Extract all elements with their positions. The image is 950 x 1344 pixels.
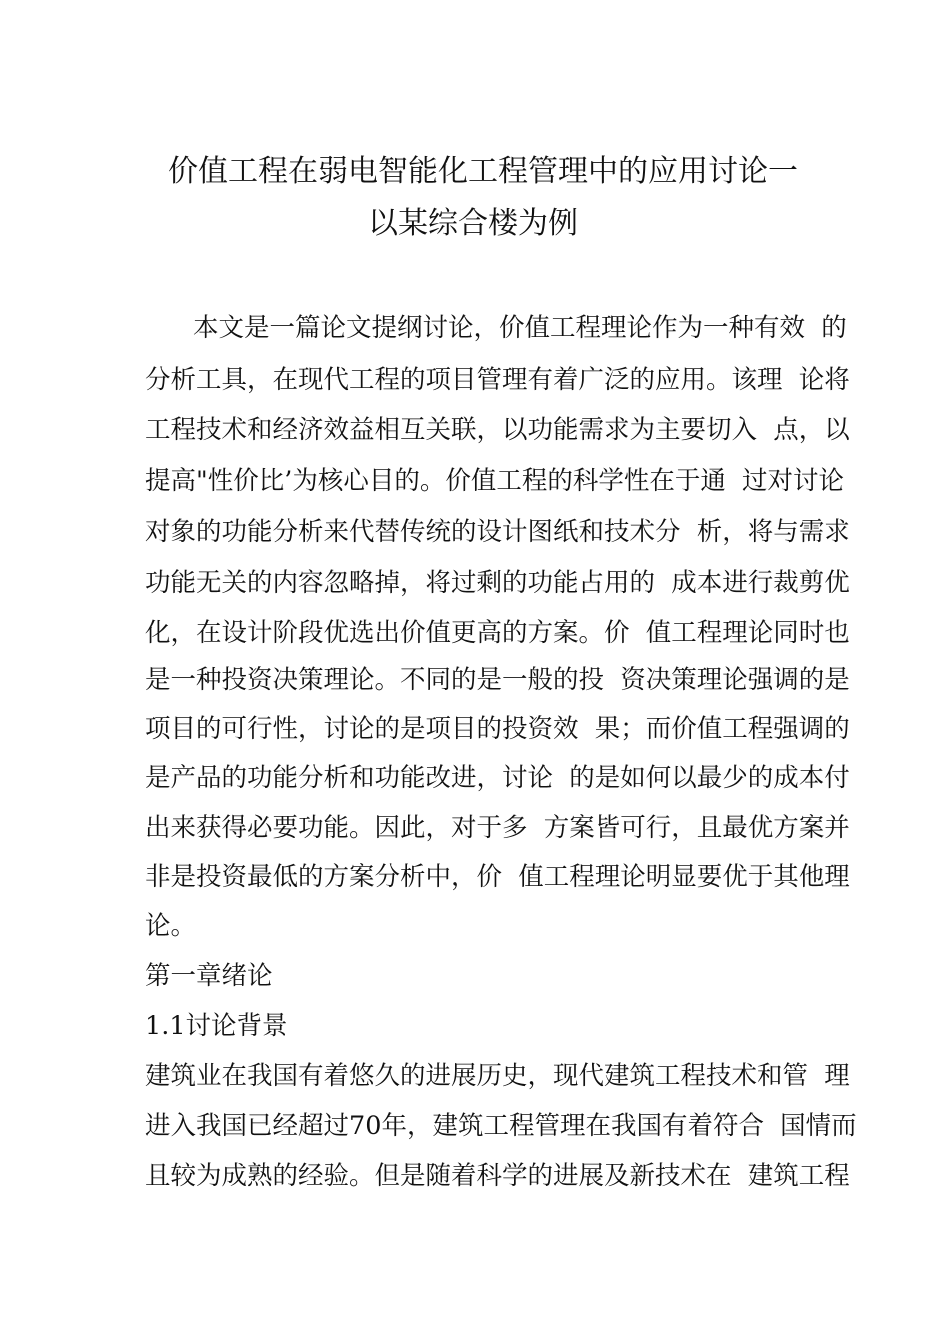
abstract-line: 本文是一篇论文提纲讨论，价值工程理论作为一种有效 的 [193,313,847,343]
document-title-line-1: 价值工程在弱电智能化工程管理中的应用讨论一 [168,154,798,189]
section-heading: 1.1讨论背景 [145,1011,288,1041]
abstract-line: 功能无关的内容忽略掉，将过剩的功能占用的 成本进行裁剪优 [145,568,850,598]
abstract-line: 出来获得必要功能。因此，对于多 方案皆可行，且最优方案并 [145,813,850,843]
abstract-line: 是一种投资决策理论。不同的是一般的投 资决策理论强调的是 [145,665,850,695]
body-line: 且较为成熟的经验。但是随着科学的进展及新技术在 建筑工程 [145,1161,850,1191]
chapter-heading: 第一章绪论 [145,961,273,991]
abstract-line: 化，在设计阶段优选出价值更高的方案。价 值工程理论同时也 [145,618,850,648]
document-title-line-2: 以某综合楼为例 [368,206,578,241]
abstract-line: 论。 [145,911,197,941]
abstract-line: 工程技术和经济效益相互关联，以功能需求为主要切入 点，以 [145,415,850,445]
abstract-line: 对象的功能分析来代替传统的设计图纸和技术分 析，将与需求 [145,517,850,547]
abstract-line: 提高"性价比’为核心目的。价值工程的科学性在于通 过对讨论 [145,466,845,496]
body-line: 进入我国已经超过70年，建筑工程管理在我国有着符合 国情而 [145,1111,857,1141]
body-line: 建筑业在我国有着悠久的进展历史，现代建筑工程技术和管 理 [145,1061,850,1091]
abstract-line: 是产品的功能分析和功能改进，讨论 的是如何以最少的成本付 [145,763,850,793]
abstract-line: 项目的可行性，讨论的是项目的投资效 果；而价值工程强调的 [145,714,850,744]
abstract-line: 分析工具，在现代工程的项目管理有着广泛的应用。该理 论将 [145,365,850,395]
abstract-line: 非是投资最低的方案分析中，价 值工程理论明显要优于其他理 [145,862,850,892]
